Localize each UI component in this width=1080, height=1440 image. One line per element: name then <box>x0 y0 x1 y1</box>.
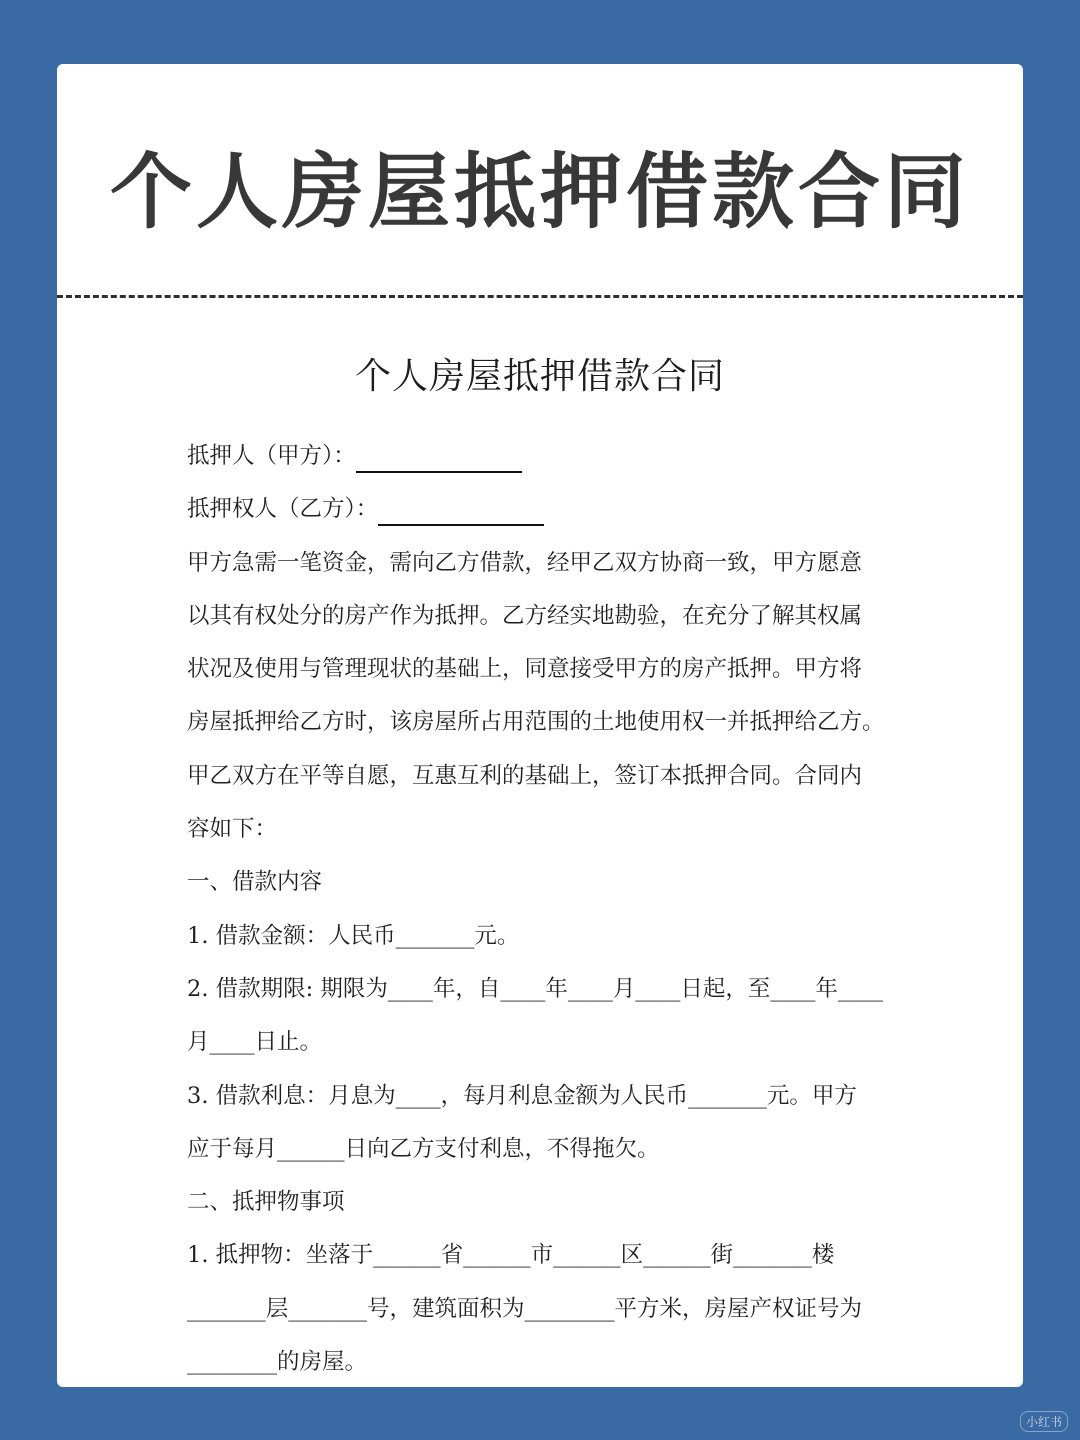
mortgagee-blank <box>378 494 544 526</box>
document-body <box>187 430 907 1387</box>
mortgagee-line <box>187 483 907 536</box>
mortgagee-label: 抵押权人（乙方）： <box>187 496 379 523</box>
clause-line: 3. 借款利息：月息为____，每月利息金额为人民币_______元。甲方 <box>187 1082 857 1109</box>
watermark-logo: 小红书 <box>1020 1411 1068 1432</box>
body-line: 房屋抵押给乙方时，该房屋所占用范围的土地使用权一并抵押给乙方。 <box>187 709 885 736</box>
document-title: 个人房屋抵押借款合同 <box>354 356 725 397</box>
clause-line: 月____日止。 <box>187 1029 323 1056</box>
body-line: 甲方急需一笔资金，需向乙方借款，经甲乙双方协商一致，甲方愿意 <box>187 549 863 576</box>
mortgagor-label: 抵押人（甲方）： <box>187 443 356 469</box>
dashed-divider <box>57 295 1023 298</box>
section-heading: 二、抵押物事项 <box>187 1189 345 1216</box>
body-line: 甲乙双方在平等自愿，互惠互利的基础上，签订本抵押合同。合同内 <box>187 762 863 789</box>
mortgagor-line <box>187 430 907 483</box>
clause-line: 1. 抵押物：坐落于______省______市______区______街_______楼 <box>187 1242 835 1269</box>
page-title: 个人房屋抵押借款合同 <box>109 144 970 240</box>
clause-line: 1. 借款金额：人民币_______元。 <box>187 922 520 949</box>
clause-line: _______层_______号，建筑面积为________平方米，房屋产权证号为 <box>187 1295 863 1322</box>
clause-line: ________的房屋。 <box>187 1349 368 1376</box>
body-line: 容如下： <box>187 816 278 843</box>
body-line: 以其有权处分的房产作为抵押。乙方经实地勘验，在充分了解其权属 <box>187 602 863 629</box>
body-line: 状况及使用与管理现状的基础上，同意接受甲方的房产抵押。甲方将 <box>187 656 863 683</box>
section-heading: 一、借款内容 <box>187 869 323 896</box>
clause-line: 2. 借款期限: 期限为____年，自____年____月____日起，至____年____ <box>187 975 883 1002</box>
mortgagor-blank <box>356 441 522 473</box>
clause-line: 应于每月______日向乙方支付利息，不得拖欠。 <box>187 1135 660 1162</box>
document-card <box>57 64 1023 1387</box>
